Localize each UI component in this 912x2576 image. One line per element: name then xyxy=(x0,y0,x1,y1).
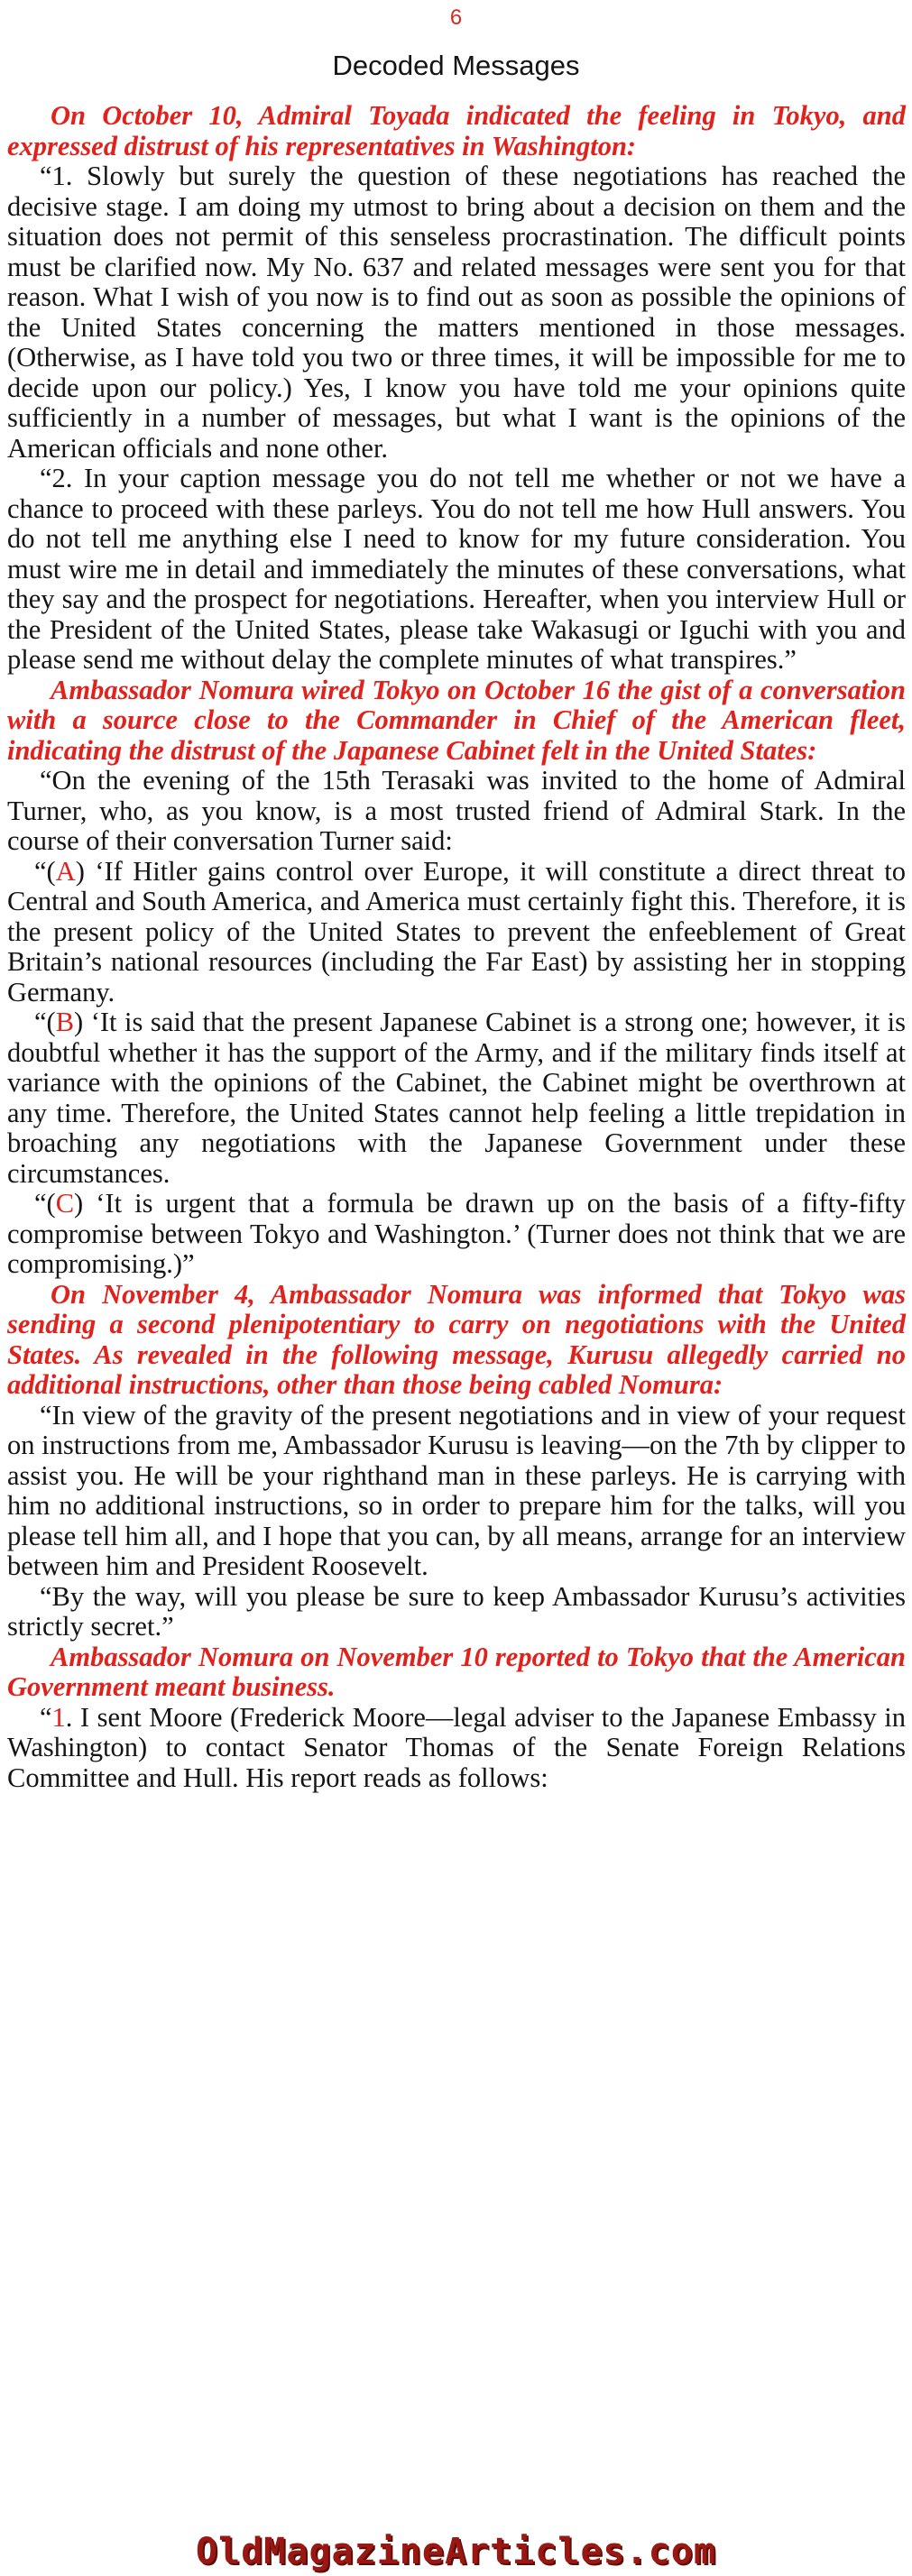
quote-subpoint-a xyxy=(7,857,906,1008)
subpoint-letter: A xyxy=(55,855,76,887)
open-quote: “( xyxy=(34,1188,56,1219)
intro-paragraph: Ambassador Nomura wired Tokyo on October 16 the gist of a conversation with a source close to the Commander in Chief of the American fleet, indicating the distrust of the Japanese Cabinet felt in the United States: xyxy=(7,674,906,766)
open-quote: “( xyxy=(34,1007,56,1037)
intro-paragraph: On November 4, Ambassador Nomura was informed that Tokyo was sending a second plenipotentiary to carry on negotiations with the United States. As revealed in the following message, Kurusu allegedly carried no additional instructions, other than those being cabled Nomura: xyxy=(7,1278,906,1400)
subpoint-text: ) ‘If Hitler gains control over Europe, it will constitute a direct threat to Central and South America, and America must certainly fight this. Therefore, it is the present policy of the United States to prevent the enfeeblement of Great Britain’s national resources (including the Far East) by assisting her in stopping Germany. xyxy=(7,855,906,1007)
article-body xyxy=(7,101,906,1793)
intro-paragraph: On October 10, Admiral Toyada indicated the feeling in Tokyo, and expressed distrust of his representatives in Washington: xyxy=(7,100,906,161)
subpoint-text: ) ‘It is said that the present Japanese Cabinet is a strong one; however, it is doubtful whether it has the support of the Army, and if the military finds itself at variance with the opinions of the Cabinet, the Cabinet might be overthrown at any time. Therefore, the United States cannot help feeling a little trepidation in broaching any negotiations with the Japanese Government under these circumstances. xyxy=(7,1007,906,1189)
page-title: Decoded Messages xyxy=(332,50,580,81)
quote-subpoint-b xyxy=(7,1007,906,1189)
quote-paragraph: “2. In your caption message you do not tell me whether or not we have a chance to proceed with these parleys. You do not tell me how Hull answers. You do not tell me anything else I need to know for my future consideration. You must wire me in detail and immediately the minutes of these conversations, what they say and the prospect for negotiations. Hereafter, when you interview Hull or the President of the United States, please take Wakasugi or Iguchi with you and please send me without delay the complete minutes of what transpires.” xyxy=(7,463,906,675)
quote-paragraph xyxy=(7,1703,906,1794)
page-number: 6 xyxy=(449,5,463,30)
subpoint-text: ) ‘It is urgent that a formula be drawn up on the basis of a fifty-fifty compromise between Tokyo and Washington.’ (Turner does not think that we are compromising.)” xyxy=(7,1188,906,1279)
item-text: . I sent Moore (Frederick Moore—legal adviser to the Japanese Embassy in Washington) to contact Senator Thomas of the Senate Foreign Relations Committee and Hull. His report reads as follows: xyxy=(7,1701,906,1793)
subpoint-letter: C xyxy=(55,1188,75,1219)
site-watermark: OldMagazineArticles.com xyxy=(196,2531,716,2572)
quote-paragraph: “By the way, will you please be sure to keep Ambassador Kurusu’s activities strictly secret.” xyxy=(7,1580,906,1642)
intro-paragraph: Ambassador Nomura on November 10 reported to Tokyo that the American Government meant business. xyxy=(7,1641,906,1702)
quote-paragraph: “On the evening of the 15th Terasaki was invited to the home of Admiral Turner, who, as you know, is a most trusted friend of Admiral Stark. In the course of their conversation Turner said: xyxy=(7,765,906,856)
open-quote: “ xyxy=(40,1701,52,1733)
quote-paragraph: “In view of the gravity of the present negotiations and in view of your request on instructions from me, Ambassador Kurusu is leaving—on the 7th by clipper to assist you. He will be your righthand man in these parleys. He is carrying with him no additional instructions, so in order to prepare him for the talks, will you please tell him all, and I hope that you can, by all means, arrange for an interview between him and President Roosevelt. xyxy=(7,1399,906,1581)
open-quote: “( xyxy=(34,855,56,887)
subpoint-letter: B xyxy=(55,1007,75,1037)
quote-paragraph: “1. Slowly but surely the question of these negotiations has reached the decisive stage. I am doing my utmost to bring about a decision on them and the situation does not permit of this senseless procrastination. The difficult points must be clarified now. My No. 637 and related messages were sent you for that reason. What I wish of you now is to find out as soon as possible the opinions of the United States concerning the matters mentioned in those messages. (Otherwise, as I have told you two or three times, it will be impossible for me to decide upon our policy.) Yes, I know you have told me your opinions quite sufficiently in a number of messages, but what I want is the opinions of the American officials and none other. xyxy=(7,161,906,464)
item-number: 1 xyxy=(51,1701,66,1733)
quote-subpoint-c xyxy=(7,1189,906,1280)
